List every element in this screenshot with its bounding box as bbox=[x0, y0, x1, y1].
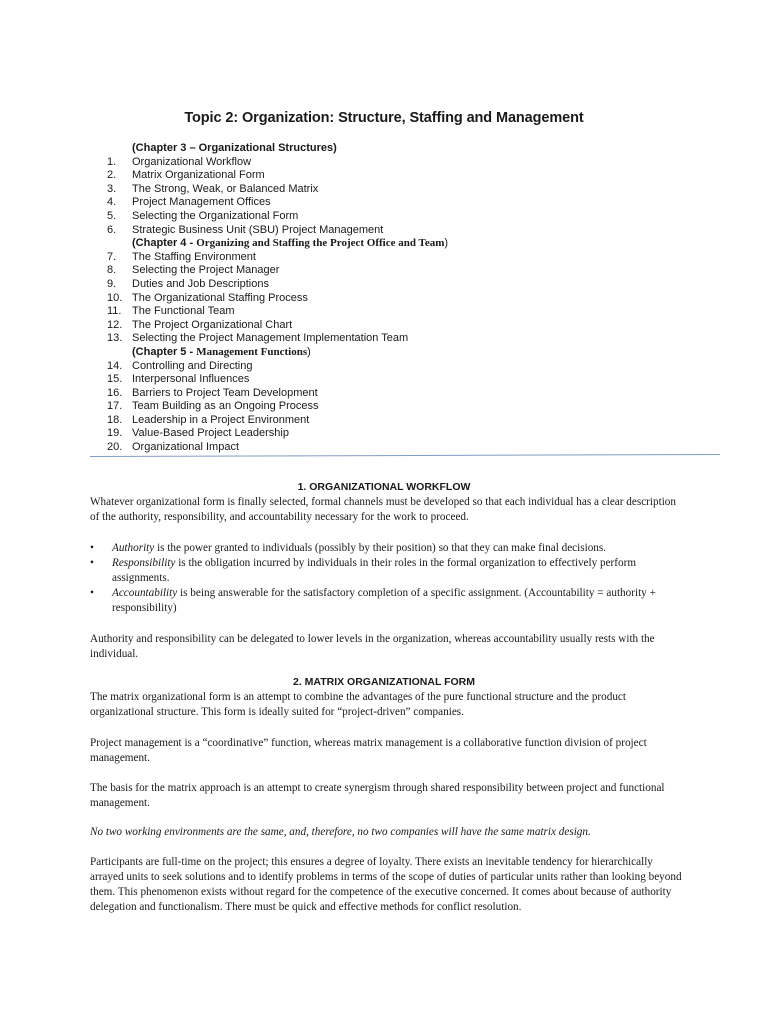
toc-chapter-4-heading bbox=[107, 237, 667, 251]
toc-item bbox=[107, 169, 667, 183]
chapter-5-prefix: (Chapter 5 - bbox=[132, 345, 197, 358]
chapter-4-prefix: (Chapter 4 - bbox=[132, 237, 197, 250]
toc-item bbox=[107, 441, 667, 455]
section-2-paragraph-3: The basis for the matrix approach is an attempt to create synergism through shared responsibility between project and functional management. bbox=[90, 782, 665, 809]
toc-item-text: Selecting the Organizational Form bbox=[132, 209, 299, 222]
toc-chapter-3-heading: (Chapter 3 – Organizational Structures) bbox=[132, 142, 337, 154]
section-2-paragraph-5: Participants are full-time on the project; this ensures a degree of loyalty. There exists an inevitable tendency for hierarchically arrayed units to seek solutions and to identify problems in terms of the scope of duties of particular units rather than looking beyond them. This phenomenon exists without regard for the competence of the executive concerned. It comes about because of authority delegation and functionalism. There must be quick and effective methods for conflict resolution. bbox=[90, 856, 682, 913]
toc-item-text: Organizational Workflow bbox=[132, 155, 252, 168]
section-1-intro: Whatever organizational form is finally selected, formal channels must be developed so that each individual has a clear description of the authority, responsibility, and accountability necessary for the work to proceed. bbox=[90, 496, 676, 523]
toc-item bbox=[107, 373, 667, 387]
toc-item-number: 4. bbox=[107, 196, 117, 209]
toc-item-text: Team Building as an Ongoing Process bbox=[132, 400, 319, 413]
definition-text: is the obligation incurred by individuals in their roles in the formal organization to effectively perform assignments. bbox=[112, 557, 637, 584]
chapter-5-suffix: ) bbox=[307, 345, 311, 358]
chapter-4-title: Organizing and Staffing the Project Office and Team bbox=[196, 237, 445, 250]
section-2-heading: 2. MATRIX ORGANIZATIONAL FORM bbox=[293, 676, 475, 688]
toc-item bbox=[107, 319, 667, 333]
section-1-closing: Authority and responsibility can be delegated to lower levels in the organization, whereas accountability usually rests with the individual. bbox=[90, 633, 655, 660]
toc-item-number: 5. bbox=[107, 209, 117, 222]
section-2-paragraph-1: The matrix organizational form is an attempt to combine the advantages of the pure functional structure and the product organizational structure. This form is ideally suited for “project-driven” companies. bbox=[90, 691, 626, 718]
toc-item-number: 10. bbox=[107, 291, 123, 304]
list-item bbox=[90, 556, 682, 586]
toc-item-number: 13. bbox=[107, 332, 123, 345]
toc-item bbox=[107, 196, 667, 210]
bullet-icon: • bbox=[90, 542, 94, 554]
toc-item-text: Project Management Offices bbox=[132, 196, 271, 209]
definition-term: Accountability bbox=[112, 587, 178, 599]
section-1-heading: 1. ORGANIZATIONAL WORKFLOW bbox=[297, 481, 471, 493]
toc-item-text: Interpersonal Influences bbox=[132, 373, 250, 386]
toc-item bbox=[107, 332, 667, 346]
bullet-icon: • bbox=[90, 557, 94, 569]
toc-item-number: 16. bbox=[107, 386, 123, 399]
toc-item-text: Selecting the Project Manager bbox=[132, 264, 280, 277]
definition-term: Responsibility bbox=[112, 557, 176, 569]
toc-item bbox=[107, 400, 667, 414]
definition-term: Authority bbox=[112, 542, 155, 554]
definition-text: is being answerable for the satisfactory completion of a specific assignment. (Accountability = authority + responsibility) bbox=[112, 587, 656, 614]
table-of-contents bbox=[107, 142, 667, 455]
toc-item-number: 14. bbox=[107, 359, 123, 372]
toc-item-number: 8. bbox=[107, 264, 117, 277]
toc-item-number: 20. bbox=[107, 441, 123, 454]
toc-item-text: The Organizational Staffing Process bbox=[132, 291, 308, 304]
chapter-5-title: Management Functions bbox=[196, 345, 308, 358]
toc-item-text: The Functional Team bbox=[132, 305, 235, 318]
toc-item bbox=[107, 305, 667, 319]
toc-item-text: The Strong, Weak, or Balanced Matrix bbox=[132, 182, 319, 195]
toc-item-number: 6. bbox=[107, 223, 117, 236]
toc-item-text: The Project Organizational Chart bbox=[132, 318, 293, 331]
bullet-icon: • bbox=[90, 587, 94, 599]
toc-item-number: 2. bbox=[107, 169, 117, 182]
toc-item bbox=[107, 251, 667, 265]
toc-item-number: 15. bbox=[107, 373, 123, 386]
definition-text: is the power granted to individuals (possibly by their position) so that they can make final decisions. bbox=[154, 542, 607, 554]
toc-item-text: Matrix Organizational Form bbox=[132, 169, 265, 182]
toc-item-number: 17. bbox=[107, 400, 123, 413]
toc-item-text: Controlling and Directing bbox=[132, 359, 253, 372]
toc-item-number: 3. bbox=[107, 182, 117, 195]
list-item bbox=[90, 586, 682, 616]
definition-list bbox=[90, 541, 682, 616]
toc-item-number: 11. bbox=[107, 305, 122, 318]
toc-item-text: Duties and Job Descriptions bbox=[132, 277, 269, 290]
toc-item bbox=[107, 427, 667, 441]
toc-item-number: 18. bbox=[107, 413, 123, 426]
toc-item-text: The Staffing Environment bbox=[132, 250, 256, 263]
toc-item-text: Leadership in a Project Environment bbox=[132, 413, 310, 426]
toc-item-text: Organizational Impact bbox=[132, 441, 239, 454]
toc-item bbox=[107, 292, 667, 306]
toc-item-number: 19. bbox=[107, 427, 123, 440]
toc-item bbox=[107, 414, 667, 428]
toc-item bbox=[107, 210, 667, 224]
toc-item bbox=[107, 264, 667, 278]
section-2-paragraph-2: Project management is a “coordinative” function, whereas matrix management is a collaborative function division of project management. bbox=[90, 737, 647, 764]
toc-item bbox=[107, 278, 667, 292]
toc-item bbox=[107, 156, 667, 170]
toc-item-number: 7. bbox=[107, 250, 117, 263]
toc-item bbox=[107, 360, 667, 374]
list-item bbox=[90, 541, 682, 556]
toc-item-number: 1. bbox=[107, 155, 117, 168]
toc-item-text: Value-Based Project Leadership bbox=[132, 427, 289, 440]
toc-item-text: Strategic Business Unit (SBU) Project Management bbox=[132, 223, 384, 236]
chapter-4-suffix: ) bbox=[444, 237, 449, 250]
toc-item-number: 12. bbox=[107, 318, 123, 331]
section-2-paragraph-4: No two working environments are the same, and, therefore, no two companies will have the same matrix design. bbox=[90, 826, 591, 838]
toc-item bbox=[107, 183, 667, 197]
toc-item-number: 9. bbox=[107, 277, 117, 290]
toc-item bbox=[107, 224, 667, 238]
toc-item-text: Selecting the Project Management Implementation Team bbox=[132, 332, 409, 345]
toc-chapter-5-heading bbox=[107, 346, 667, 360]
page-title: Topic 2: Organization: Structure, Staffing and Management bbox=[184, 110, 584, 126]
toc-item bbox=[107, 387, 667, 401]
toc-item-text: Barriers to Project Team Development bbox=[132, 386, 318, 399]
